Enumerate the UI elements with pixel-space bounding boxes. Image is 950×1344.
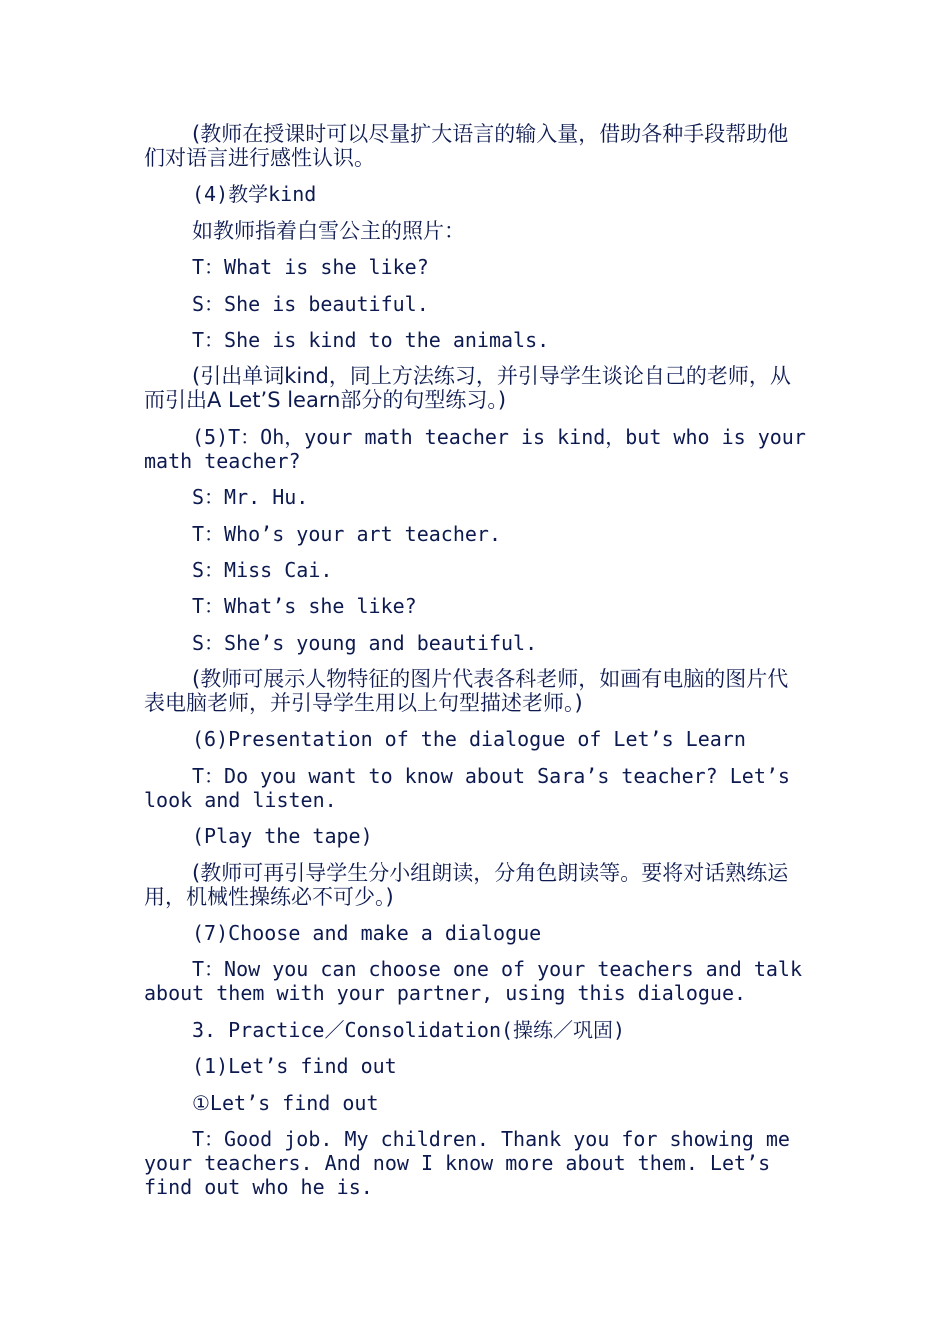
dialogue-line: T：What is she like? bbox=[192, 255, 429, 280]
paragraph-activity-1-subheading: ①Let’s find out bbox=[192, 1090, 379, 1115]
dialogue-line: S：Mr. Hu. bbox=[192, 485, 309, 510]
dialogue-line: S：She’s young and beautiful. bbox=[192, 630, 538, 655]
dialogue-line: S：Miss Cai. bbox=[192, 557, 333, 582]
dialogue-line: T：What’s she like? bbox=[192, 594, 417, 619]
document-body bbox=[144, 122, 809, 1211]
dialogue-line: T：Do you want to know about Sara’s teacher? Let’s look and listen. bbox=[144, 763, 790, 812]
dialogue-line: S：She is beautiful. bbox=[192, 291, 429, 316]
paragraph-step-7-heading: (7)Choose and make a dialogue bbox=[192, 921, 542, 946]
dialogue-line: T：Now you can choose one of your teachers and talk about them with your partner, using this dialogue. bbox=[144, 957, 803, 1006]
paragraph-step-6-heading: (6)Presentation of the dialogue of Let’s Learn bbox=[192, 727, 746, 752]
dialogue-line: T：Who’s your art teacher. bbox=[192, 521, 501, 546]
paragraph-play-tape: (Play the tape) bbox=[192, 824, 373, 849]
paragraph-photo-instruction: 如教师指着白雪公主的照片： bbox=[192, 218, 465, 243]
paragraph-teaching-note-2: (引出单词kind，同上方法练习，并引导学生谈论自己的老师，从而引出A Let’S learn部分的句型练习。) bbox=[144, 364, 791, 413]
paragraph-step-4-heading: (4)教学kind bbox=[192, 182, 317, 207]
paragraph-teaching-note-1: (教师在授课时可以尽量扩大语言的输入量，借助各种手段帮助他们对语言进行感性认识。 bbox=[144, 122, 789, 170]
section-3-heading: 3. Practice／Consolidation(操练／巩固) bbox=[192, 1017, 626, 1042]
paragraph-teaching-note-3: (教师可展示人物特征的图片代表各科老师，如画有电脑的图片代表电脑老师，并引导学生用以上句型描述老师。) bbox=[144, 667, 789, 716]
paragraph-teaching-note-4: (教师可再引导学生分小组朗读，分角色朗读等。要将对话熟练运用，机械性操练必不可少。) bbox=[144, 860, 789, 909]
paragraph-step-5: (5)T：Oh，your math teacher is kind，but who is your math teacher? bbox=[144, 424, 806, 473]
dialogue-line: T：Good job. My children. Thank you for showing me your teachers. And now I know more about them. Let’s find out who he is. bbox=[144, 1126, 790, 1199]
dialogue-line: T：She is kind to the animals. bbox=[192, 327, 550, 352]
paragraph-activity-1-heading: (1)Let’s find out bbox=[192, 1054, 397, 1079]
